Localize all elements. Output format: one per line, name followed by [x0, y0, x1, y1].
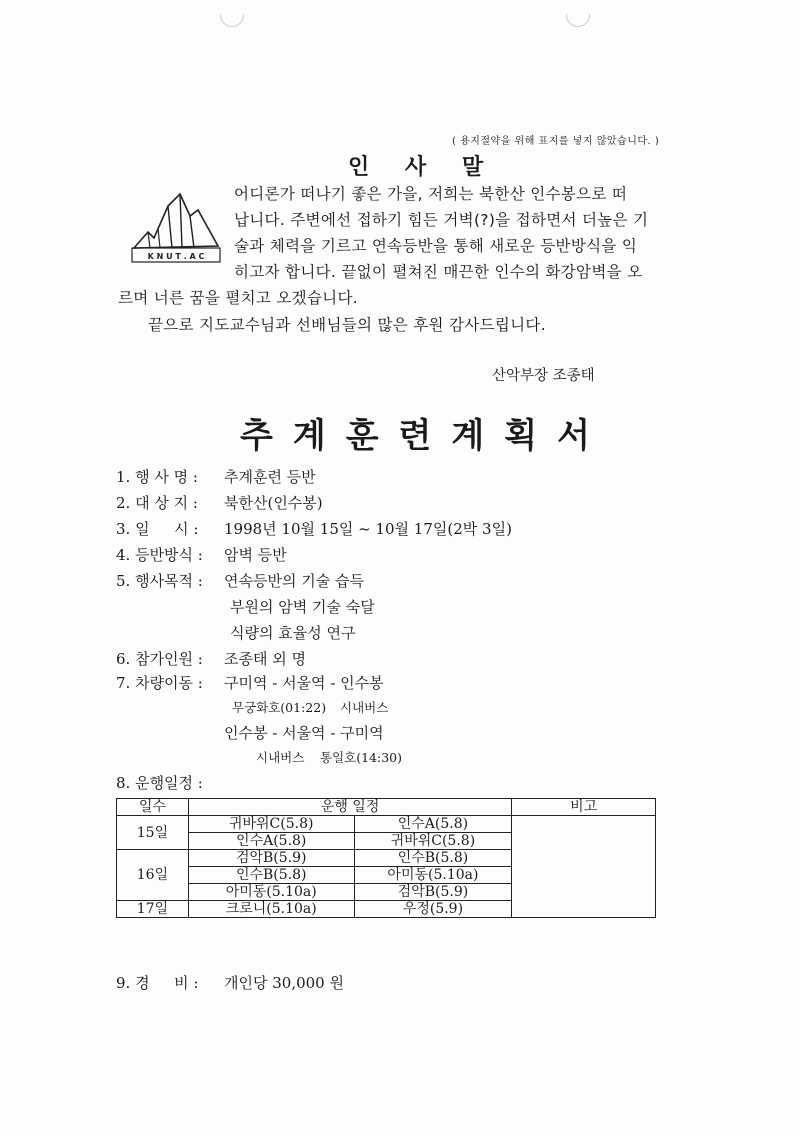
item-label: 5. 행사목적 :	[116, 572, 203, 590]
participants-value: 조종태 외 명	[224, 650, 306, 668]
route-cell: 귀바위C(5.8)	[188, 816, 354, 833]
cost-label: 9. 경 비 :	[116, 974, 199, 992]
table-row	[117, 816, 656, 833]
punch-hole	[566, 14, 590, 27]
route-cell: 귀바위C(5.8)	[354, 833, 512, 850]
route-cell: 아미동(5.10a)	[354, 867, 512, 884]
header-remarks: 비고	[512, 799, 656, 816]
purpose-line: 부원의 암벽 기술 숙달	[230, 598, 375, 616]
route-cell: 인수B(5.8)	[354, 850, 512, 867]
purpose-line: 식량의 효율성 연구	[230, 624, 356, 642]
transport-mode: 무궁화호(01:22)	[232, 700, 327, 715]
route-cell: 크로니(5.10a)	[188, 901, 354, 918]
greeting-line: 어디론가 떠나기 좋은 가을, 저희는 북한산 인수봉으로 떠	[234, 185, 628, 203]
transport-route-outbound: 구미역 - 서울역 - 인수봉	[224, 674, 384, 692]
item-value: 추계훈련 등반	[224, 468, 316, 486]
route-cell: 인수A(5.8)	[188, 833, 354, 850]
cost-value: 개인당 30,000 원	[224, 974, 344, 992]
transport-mode: 시내버스	[256, 750, 305, 765]
paper-saving-note: ( 용지절약을 위해 표지를 넣지 않았습니다. )	[452, 136, 660, 147]
greeting-line: 히고자 합니다. 끝없이 펼쳐진 매끈한 인수의 화강암벽을 오	[234, 263, 643, 281]
day-cell: 17일	[117, 901, 189, 918]
schedule-label: 8. 운행일정 :	[116, 774, 203, 792]
item-value: 암벽 등반	[224, 546, 287, 564]
greeting-line: 르며 너른 꿈을 펼치고 오겠습니다.	[118, 289, 358, 307]
table-header-row	[117, 799, 656, 816]
item-value: 1998년 10월 15일 ~ 10월 17일(2박 3일)	[224, 520, 512, 538]
header-schedule: 운행 일정	[188, 799, 511, 816]
greeting-line: 술과 체력을 기르고 연속등반을 통해 새로운 등반방식을 익	[234, 237, 638, 255]
plan-title: 추계훈련계획서	[240, 416, 610, 456]
item-value: 북한산(인수봉)	[224, 494, 323, 512]
item-label: 4. 등반방식 :	[116, 546, 203, 564]
route-cell: 인수A(5.8)	[354, 816, 512, 833]
day-cell: 15일	[117, 816, 189, 850]
route-cell: 인수B(5.8)	[188, 867, 354, 884]
signer: 산악부장 조종태	[492, 368, 595, 384]
item-value: 연속등반의 기술 습득	[224, 572, 364, 590]
punch-hole	[220, 14, 244, 27]
route-cell: 검악B(5.9)	[188, 850, 354, 867]
route-cell: 검악B(5.9)	[354, 884, 512, 901]
transport-mode: 시내버스	[340, 700, 389, 715]
item-label: 2. 대 상 지 :	[116, 494, 198, 512]
remarks-cell	[512, 816, 656, 918]
transport-route-return: 인수봉 - 서울역 - 구미역	[224, 724, 384, 742]
greeting-line: 납니다. 주변에선 접하기 힘든 거벽(?)을 접하면서 더높은 기	[234, 211, 649, 229]
transport-mode: 통일호(14:30)	[320, 750, 403, 765]
logo-text: K N U T . A C	[147, 252, 205, 261]
schedule-table	[116, 798, 656, 918]
route-cell: 우정(5.9)	[354, 901, 512, 918]
greeting-title: 인 사 말	[348, 155, 498, 180]
participants-label: 6. 참가인원 :	[116, 650, 203, 668]
header-day: 일수	[117, 799, 189, 816]
item-label: 3. 일 시 :	[116, 520, 199, 538]
day-cell: 16일	[117, 850, 189, 901]
transport-label: 7. 차량이동 :	[116, 674, 203, 692]
greeting-line: 끝으로 지도교수님과 선배님들의 많은 후원 감사드립니다.	[148, 316, 546, 334]
route-cell: 아미동(5.10a)	[188, 884, 354, 901]
club-logo-icon	[128, 188, 224, 266]
item-label: 1. 행 사 명 :	[116, 468, 198, 486]
